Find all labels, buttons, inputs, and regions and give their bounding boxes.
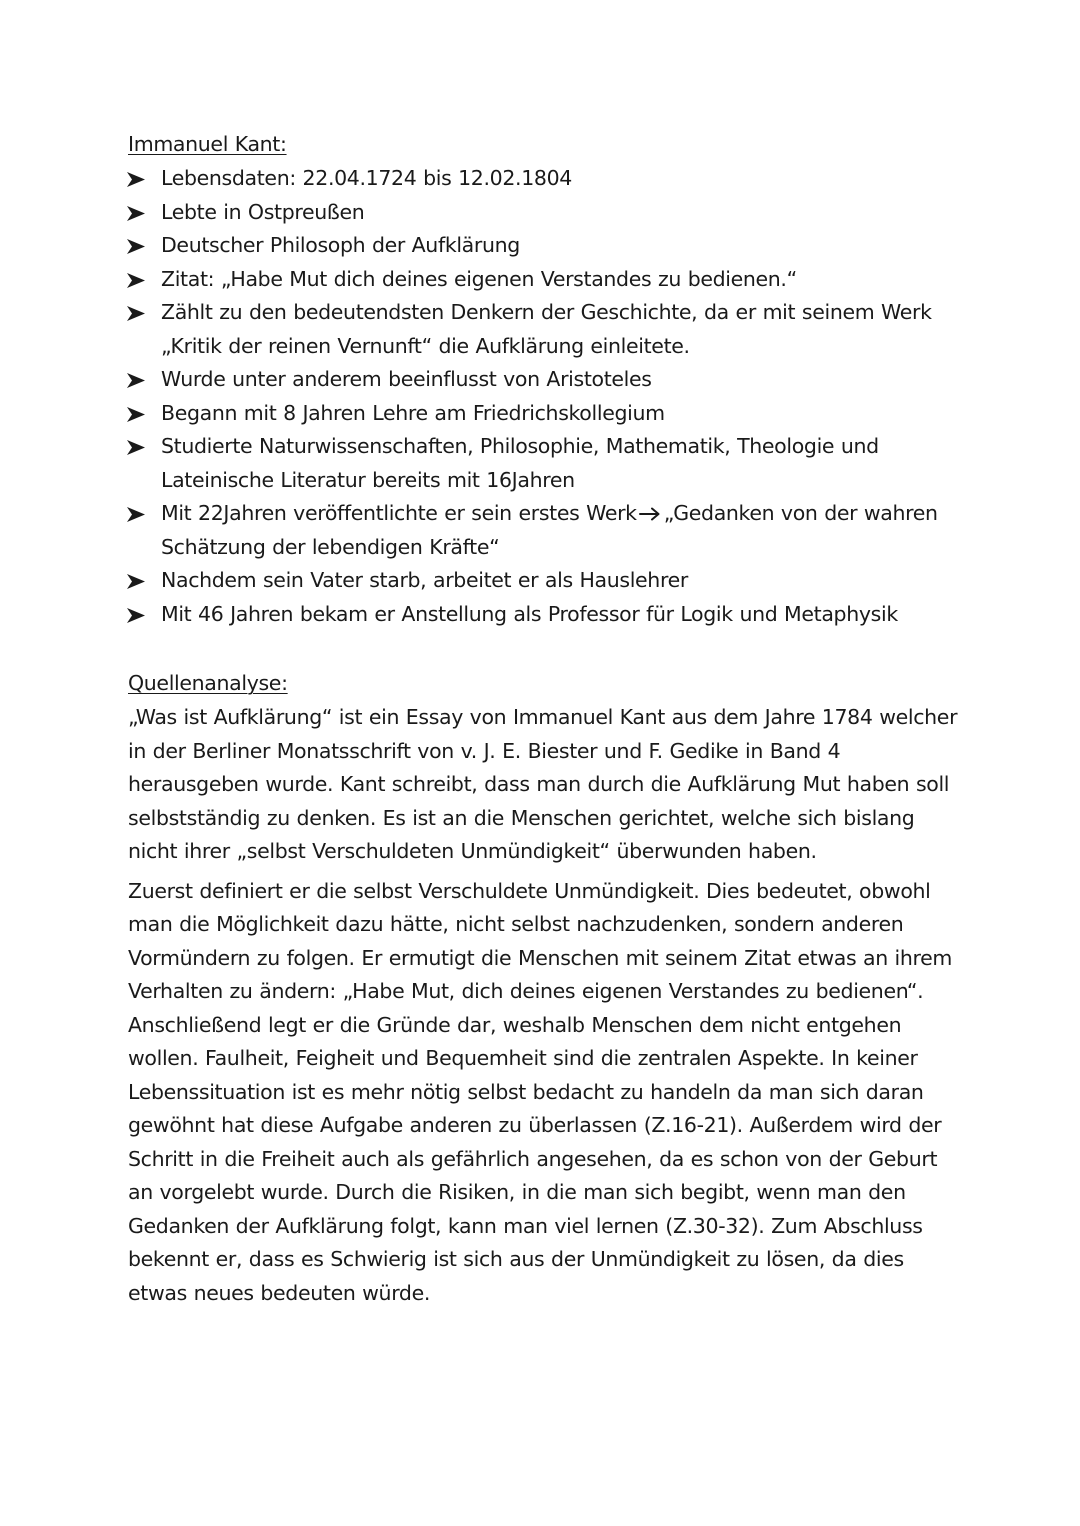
- list-item-text: Studierte Naturwissenschaften, Philosophie, Mathematik, Theologie und Lateinische Literatur bereits mit 16Jahren: [161, 434, 879, 492]
- list-item: [128, 363, 958, 397]
- arrowhead-bullet-icon: [126, 205, 146, 222]
- list-item: [128, 564, 958, 598]
- list-item-text: Mit 46 Jahren bekam er Anstellung als Professor für Logik und Metaphysik: [161, 601, 898, 626]
- list-item-text: Wurde unter anderem beeinflusst von Aristoteles: [161, 367, 652, 391]
- list-item-text: Lebte in Ostpreußen: [161, 199, 365, 224]
- arrowhead-bullet-icon: [126, 406, 146, 423]
- list-item: [128, 162, 958, 196]
- arrowhead-bullet-icon: [126, 372, 146, 389]
- list-item: [128, 598, 958, 632]
- section-spacer: [128, 631, 958, 667]
- list-item: [128, 430, 958, 497]
- list-item: [128, 229, 958, 263]
- arrowhead-bullet-icon: [126, 305, 146, 322]
- list-item: [128, 296, 958, 363]
- list-item-text-after-arrow: „Gedanken von der wahren Schätzung der lebendigen Kräfte“: [161, 501, 938, 559]
- list-item-text: Lebensdaten: 22.04.1724 bis 12.02.1804: [161, 166, 572, 190]
- list-item: [128, 397, 958, 431]
- arrowhead-bullet-icon: [126, 573, 146, 590]
- list-item-text: Zitat: „Habe Mut dich deines eigenen Verstandes zu bedienen.“: [161, 266, 797, 291]
- list-item-text: Begann mit 8 Jahren Lehre am Friedrichskollegium: [161, 400, 665, 425]
- right-arrow-icon: [639, 507, 661, 521]
- quellenanalyse-heading: Quellenanalyse:: [128, 671, 288, 695]
- list-item: [128, 263, 958, 297]
- list-item-text: Zählt zu den bedeutendsten Denkern der Geschichte, da er mit seinem Werk „Kritik der reinen Vernunft“ die Aufklärung einleitete.: [161, 300, 932, 358]
- arrowhead-bullet-icon: [126, 607, 146, 624]
- list-item-text-before-arrow: Mit 22Jahren veröffentlichte er sein erstes Werk: [161, 501, 637, 525]
- kant-heading: Immanuel Kant:: [128, 132, 287, 156]
- arrowhead-bullet-icon: [126, 171, 146, 188]
- kant-facts-list: [128, 162, 958, 631]
- paragraph: „Was ist Aufklärung“ ist ein Essay von Immanuel Kant aus dem Jahre 1784 welcher in der Berliner Monatsschrift von v. J. E. Biester und F. Gedike in Band 4 herausgeben wurde. Kant schreibt, dass man durch die Aufklärung Mut haben soll selbstständig zu denken. Es ist an die Menschen gerichtet, welche sich bislang nicht ihrer „selbst Verschuldeten Unmündigkeit“ überwunden haben.: [128, 705, 958, 863]
- list-item-text: Deutscher Philosoph der Aufklärung: [161, 233, 520, 257]
- list-item: [128, 196, 958, 230]
- list-item: [128, 497, 958, 564]
- paragraph: Zuerst definiert er die selbst Verschuldete Unmündigkeit. Dies bedeutet, obwohl man die Möglichkeit dazu hätte, nicht selbst nachzudenken, sondern anderen Vormündern zu folgen. Er ermutigt die Menschen mit seinem Zitat etwas an ihrem Verhalten zu ändern: „Habe Mut, dich deines eigenen Verstandes zu bedienen“. Anschließend legt er die Gründe dar, weshalb Menschen dem nicht entgehen wollen. Faulheit, Feigheit und Bequemheit sind die zentralen Aspekte. In keiner Lebenssituation ist es mehr nötig selbst bedacht zu handeln da man sich daran gewöhnt hat diese Aufgabe anderen zu überlassen (Z.16-21). Außerdem wird der Schritt in die Freiheit auch als gefährlich angesehen, da es schon von der Geburt an vorgelebt wurde. Durch die Risiken, in die man sich begibt, wenn man den Gedanken der Aufklärung folgt, kann man viel lernen (Z.30-32). Zum Abschluss bekennt er, dass es Schwierig ist sich aus der Unmündigkeit zu lösen, da dies etwas neues bedeuten würde.: [128, 878, 952, 1305]
- arrowhead-bullet-icon: [126, 439, 146, 456]
- arrowhead-bullet-icon: [126, 272, 146, 289]
- document-page: [128, 128, 958, 1316]
- list-item-text: Nachdem sein Vater starb, arbeitet er als Hauslehrer: [161, 568, 688, 592]
- arrowhead-bullet-icon: [126, 238, 146, 255]
- arrowhead-bullet-icon: [126, 506, 146, 523]
